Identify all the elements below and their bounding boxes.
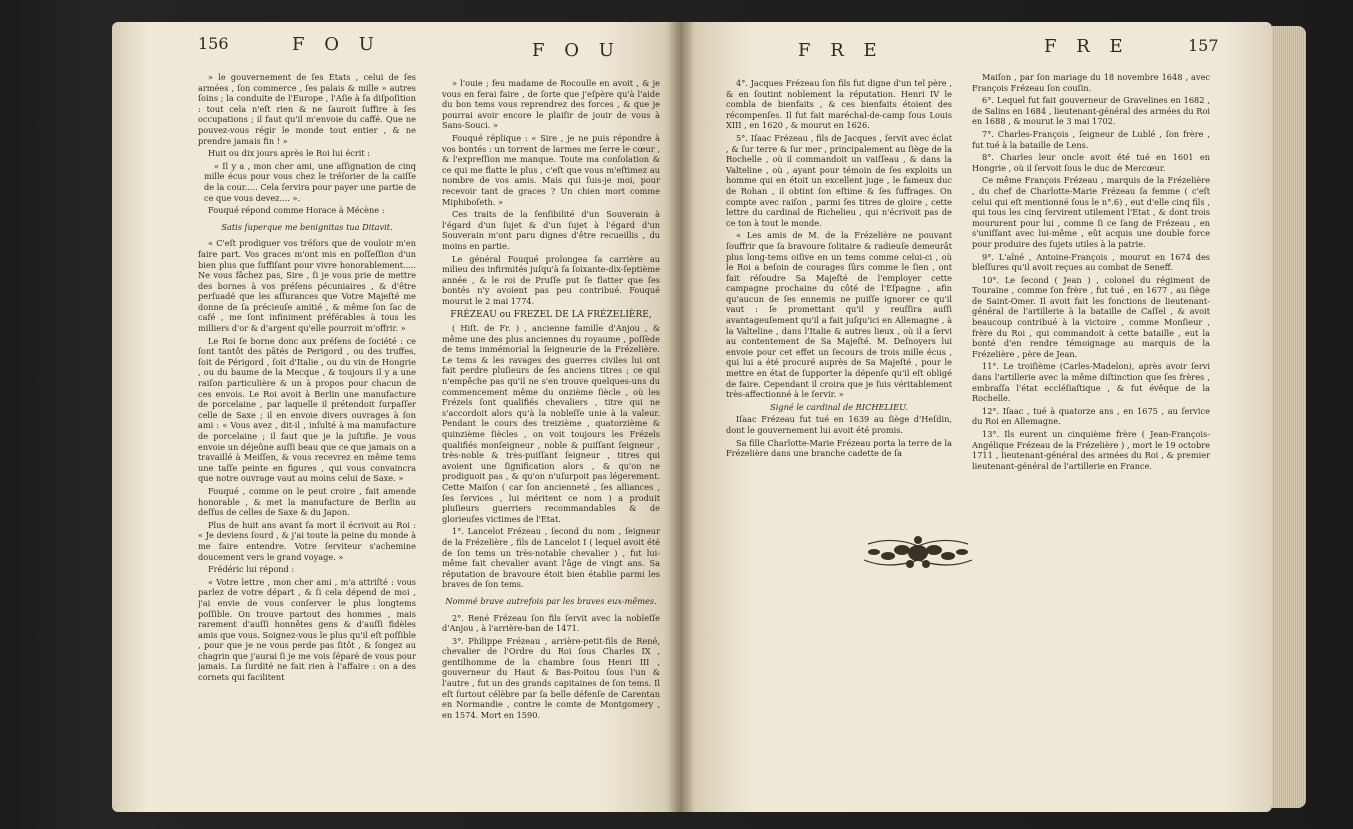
paragraph: 13°. Ils eurent un cinquième frère ( Jean-François-Angélique Frézeau de la Frézelière ) , mort le 19 octobre 1711 , lieutenant-général des armées du Roi , & premier lieutenant-général de l'artillerie en France. (972, 429, 1210, 471)
paragraph: 8°. Charles leur oncle avoit été tué en 1601 en Hongrie , où il ſervoit ſous le duc de Mercœur. (972, 152, 1210, 173)
paragraph: » l'ouie ; feu madame de Rocoulle en avoit , & je vous en ferai faire , de ſorte que j'eſpère qu'à l'aide du bon tems vous reprendrez des forces , & que je pourrai avoir encore le plaiſir de jouir de vous à Sans-Souci. » (442, 78, 660, 131)
left-running-head: F O U (292, 34, 381, 55)
paragraph: 6°. Lequel fut fait gouverneur de Gravelines en 1682 , de Salins en 1684 , lieutenant-général des armées du Roi en 1688 , & mourut le 3 mai 1702. (972, 95, 1210, 127)
right-running-head-left: F R E (798, 40, 884, 61)
paragraph: 12°. Iſaac , tué à quatorze ans , en 1675 , au ſervice du Roi en Allemagne. (972, 405, 1210, 427)
left-page (112, 22, 680, 812)
left-page-number: 156 (198, 34, 229, 53)
paragraph: Fouqué , comme on le peut croire , fait amende honorable , & met la manufacture de Berlin au deſſus de celles de Saxe & du Japon. (198, 485, 416, 518)
paragraph: Fouqué répond comme Horace à Mécène : (208, 205, 385, 216)
right-page-number: 157 (1188, 36, 1219, 55)
left-column-2 (442, 78, 660, 778)
paragraph: Plus de huit ans avant ſa mort il écrivoit au Roi : « Je deviens ſourd , & j'ai toute la peine du monde à me faire entendre. Votre ſerviteur s'achemine doucement vers le grand voyage. » (198, 519, 416, 562)
page-edges (1272, 26, 1306, 808)
right-page (680, 22, 1272, 812)
paragraph: Le Roi ſe borne donc aux préſens de ſociété : ce ſont tantôt des pâtés de Perigord , ou des truffes, ſoit de Périgord , ſoit d'Italie , ou du vin de Hongrie , ou du baume de la Mecque , & toujours il y a une raiſon particulière & un à propos pour chacun de ces envois. Le Roi avoit à Berlin une manufacture de porcelaine , par laquelle il prétendoit ſurpaſſer celle de Saxe ; il en envoie divers ouvrages à ſon ami : « Vous avez , dit-il , inſulté à ma manufacture de porcelaine ; il faut que je la juſtifie. Je vous envoie un déjeûne auſſi beau que ce que jamais on a travaillé à Meiſſen, & vous recevrez en même tems une taſſe peinte en figures , qui vous convaincra que notre ouvrage vaut au moins celui de Saxe. » (198, 335, 416, 484)
paragraph: « C'eſt prodiguer vos tréſors que de vouloir m'en faire part. Vos graces m'ont mis en poſſeſſion d'un bien plus que ſuffiſant pour vivre honorablement..... Ne vous fâchez pas, Sire , ſi je vous prie de mettre des bornes à vos préſens pécuniaires , & d'être perſuadé que les aſſurances que Votre Majeſté me donne de ſa précieuſe amitié , & même ſon ſac de café , me ſont infiniment préférables à tous les milliers d'or & d'argent qu'elle pourroit m'offrir. » (198, 238, 416, 334)
left-col2-running-head: F O U (532, 40, 621, 61)
book-gutter-shadow (668, 22, 694, 812)
paragraph: Ces traits de la ſenſibilité d'un Souverain à l'égard d'un ſujet & d'un ſujet à l'égard d'un Souverain m'ont paru dignes d'être recueillis , du moins en partie. (442, 209, 660, 251)
paragraph: 3°. Philippe Frézeau , arrière-petit-fils de René, chevalier de l'Ordre du Roi ſous Charles IX , gentilhomme de la chambre ſous Henri III , gouverneur du Haut & Bas-Poitou ſous l'un & l'autre , fut un des grands capitaines de ſon tems. Il eſt ſurtout célèbre par ſa belle défenſe de Carentan en Normandie , contre le comte de Montgomery , en 1574. Mort en 1590. (442, 635, 660, 720)
paragraph: Sa fille Charlotte-Marie Frézeau porta la terre de la Frézelière dans une branche cadette de ſa (726, 437, 952, 459)
right-column-2 (972, 72, 1210, 772)
paragraph: 9°. L'aîné , Antoine-François , mourut en 1674 des bleſſures qu'il avoit reçues au combat de Seneff. (972, 251, 1210, 273)
section-heading: FRÉZEAU ou FREZEL DE LA FRÉZELIÈRE, (450, 310, 652, 321)
paragraph: 1°. Lancelot Frézeau , ſecond du nom , ſeigneur de la Frézelière , fils de Lancelot I ( lequel avoit été de ſon tems un très-notable chevalier ) , fut lui-même fait chevalier avant l'âge de vingt ans. Sa réputation de bravoure étoit bien établie parmi les braves de ſon tems. (442, 526, 660, 590)
paragraph: Maiſon , par ſon mariage du 18 novembre 1648 , avec François Frézeau ſon couſin. (972, 72, 1210, 93)
right-running-head-right: F R E (1044, 36, 1130, 57)
left-column-1 (198, 72, 416, 772)
floral-ornament-icon (858, 530, 978, 576)
paragraph: 5°. Iſaac Frézeau , fils de Jacques , ſervit avec éclat , & ſur terre & ſur mer , principalement au ſiège de la Rochelle , où il commandoit un vaiſſeau , & dans la Valteline , où , ayant pour témoin de ſes exploits un homme qui en étoit un excellent juge , le fameux duc de Rohan , il obtint ſon eſtime & ſes ſuffrages. On compte avec raiſon , parmi ſes titres de gloire , cette lettre du cardinal de Richelieu , qui n'écrivoit pas de ce ton à tout le monde. (726, 132, 952, 228)
paragraph: « Votre lettre , mon cher ami , m'a attriſté : vous parlez de votre départ , & ſi cela dépend de moi , j'ai envie de vous conſerver le plus longtems poſſible. On trouve partout des hommes , mais rarement d'auſſi honnêtes gens & d'auſſi fidèles amis que vous. Soignez-vous le plus qu'il eſt poſſible , pour que je ne vous perde pas ſitôt , & ſongez au chagrin que j'aurai ſi je me vois ſéparé de vous pour jamais. La ſurdité ne fait rien à l'affaire : on a des cornets qui facilitent (198, 576, 416, 683)
paragraph: » le gouvernement de ſes Etats , celui de ſes armées , ſon commerce , ſes palais & mille » autres ſoins ; la conduite de l'Europe , l'Aſie à ſa diſpoſition : tout cela n'eſt rien & ne ſauroit ſuffire à ſes occupations ; il faut qu'il m'envoie du caffé. Que ne pouvez-vous régir le monde tout entier , & ne prendre jamais fin ! » (198, 72, 416, 146)
paragraph: Iſaac Frézeau fut tué en 1639 au ſiège d'Heſdin, dont le gouvernement lui avoit été promis. (726, 414, 952, 435)
paragraph: Fouqué réplique : « Sire , je ne puis répondre à vos bontés : un torrent de larmes me ſerre le cœur , & l'expreſſion me manque. Toute ma conſolation & ce qui me flatte le plus , c'eſt que vous m'eſtimez au nombre de vos amis. Mais qui ſuis-je moi, pour recevoir tant de graces ? Un chien mort comme Miphiboſeth. » (442, 132, 660, 207)
paragraph: 10°. Le ſecond ( Jean ) , colonel du régiment de Touraine , comme ſon frère , fut tué , en 1677 , au ſiège de Saint-Omer. Il avoit fait les fonctions de lieutenant-général de l'artillerie à la bataille de Caſſel , & avoit beaucoup contribué à la victoire , comme Monſieur , frère du Roi , qui commandoit à cette bataille , eut la bonté d'en rendre témoignage au marquis de la Frézelière , père de Jean. (972, 274, 1210, 359)
paragraph: 11°. Le troiſième (Carles-Madelon), après avoir ſervi dans l'artillerie avec la même diſtinction que ſes frères , embraſſa l'état eccléſiaſtique , & fut évêque de la Rochelle. (972, 361, 1210, 404)
paragraph: 2°. René Frézeau ſon fils ſervit avec la nobleſſe d'Anjou , à l'arrière-ban de 1471. (442, 612, 660, 634)
paragraph: Huit ou dix jours après le Roi lui écrit : (208, 148, 371, 159)
paragraph: Le général Fouqué prolongea ſa carrière au milieu des infirmités juſqu'à ſa ſoixante-dix-ſeptième année , & le roi de Pruſſe put ſe flatter que ſes bontés n'y avoient pas peu contribué. Fouqué mourut le 2 mai 1774. (442, 253, 660, 306)
right-column-1 (726, 78, 952, 778)
paragraph: ( Hiſt. de Fr. ) , ancienne famille d'Anjou , & même une des plus anciennes du royaume , poſſède de tems immémorial la ſeigneurie de la Frézelière. Le tems & les ravages des guerres civiles lui ont fait perdre pluſieurs de ſes anciens titres ; ce qui n'empêche pas qu'il ne s'en trouve quelques-uns du commencement même du onzième ſiècle , où les Frézels ſont qualifiés chevaliers , titre qui ne s'accordoit alors qu'à la nobleſſe unie à la valeur. Pendant le cours des treizième , quatorzième & quinzième ſiècles , on voit toujours les Frézels qualifiés monſeigneur , noble & puiſſant ſeigneur , très-noble & très-puiſſant ſeigneur , titres qui avoient une ſignification alors , & qu'on ne prodiguoit pas , & qu'on n'uſurpoit pas légerement. Cette Maiſon ( car ſon ancienneté , ſes alliances , ſes ſervices , lui méritent ce nom ) a produit pluſieurs guerriers recommandables & de glorieuſes victimes de l'Etat. (442, 323, 660, 524)
paragraph: 7°. Charles-François , ſeigneur de Lublé , ſon frère , fut tué à la bataille de Lens. (972, 128, 1210, 150)
paragraph: Ce même François Frézeau , marquis de la Frézelière , du chef de Charlotte-Marie Frézeau ſa femme ( c'eſt celui qui eſt mentionné ſous le n°.6) , eut d'elle cinq fils , qui tous les cinq ſervirent utilement l'Etat , & dont trois moururent pour lui , comme ſi ce ſang de Frézeau , en s'uniſſant avec lui-même , eût acquis une double force pour produire des ſujets utiles à la patrie. (972, 175, 1210, 249)
verse-quote: Satis ſuperque me benignitas tua Ditavit. (221, 221, 393, 232)
verse-quote: Nommé brave autrefois par les braves eux-mêmes. (445, 595, 657, 606)
paragraph: 4°. Jacques Frézeau ſon fils fut digne d'un tel père , & en ſoutint noblement la réputation. Henri IV le combla de bienfaits , & ces bienfaits étoient des récompenſes. Il fut fait maréchal-de-camp ſous Louis XIII , en 1620 , & mourut en 1626. (726, 78, 952, 131)
paragraph: Frédéric lui répond : (208, 564, 295, 575)
paragraph: « Il y a , mon cher ami, une aſſignation de cinq mille écus pour vous chez le tréſorier de la caiſſe de la cour..... Cela ſervira pour payer une partie de ce que vous devez.... ». (204, 160, 416, 203)
signature-line: Signé le cardinal de RICHELIEU. (770, 401, 908, 412)
paragraph: « Les amis de M. de la Frézelière ne pouvant ſouffrir que ſa bravoure ſolitaire & radieuſe demeurât plus long-tems oiſive en un tems comme celui-ci , où le Roi a beſoin de courages ſûrs comme le ſien , ont fait réſoudre Sa Majeſté de l'employer cette campagne prochaine du côté de l'Eſpagne , afin qu'aucun de ſes ennemis ne puiſſe ignorer ce qu'il vaut : ſe promettant qu'il y reuſſira auſſi avantageuſement qu'il a fait juſqu'ici en Allemagne , à la Valteline , dans l'Italie & autres lieux , où il a ſervi au contentement de Sa Majeſté. M. Deſnoyers lui envoie pour cet effet un ſecours de trois mille écus , qui lui a été procuré auprès de Sa Majeſté , pour le mettre en état de ſupporter la dépenſe qu'il eſt obligé de faire. Cependant il croira que je ſuis véritablement très-affectionné à le ſervir. » (726, 230, 952, 400)
